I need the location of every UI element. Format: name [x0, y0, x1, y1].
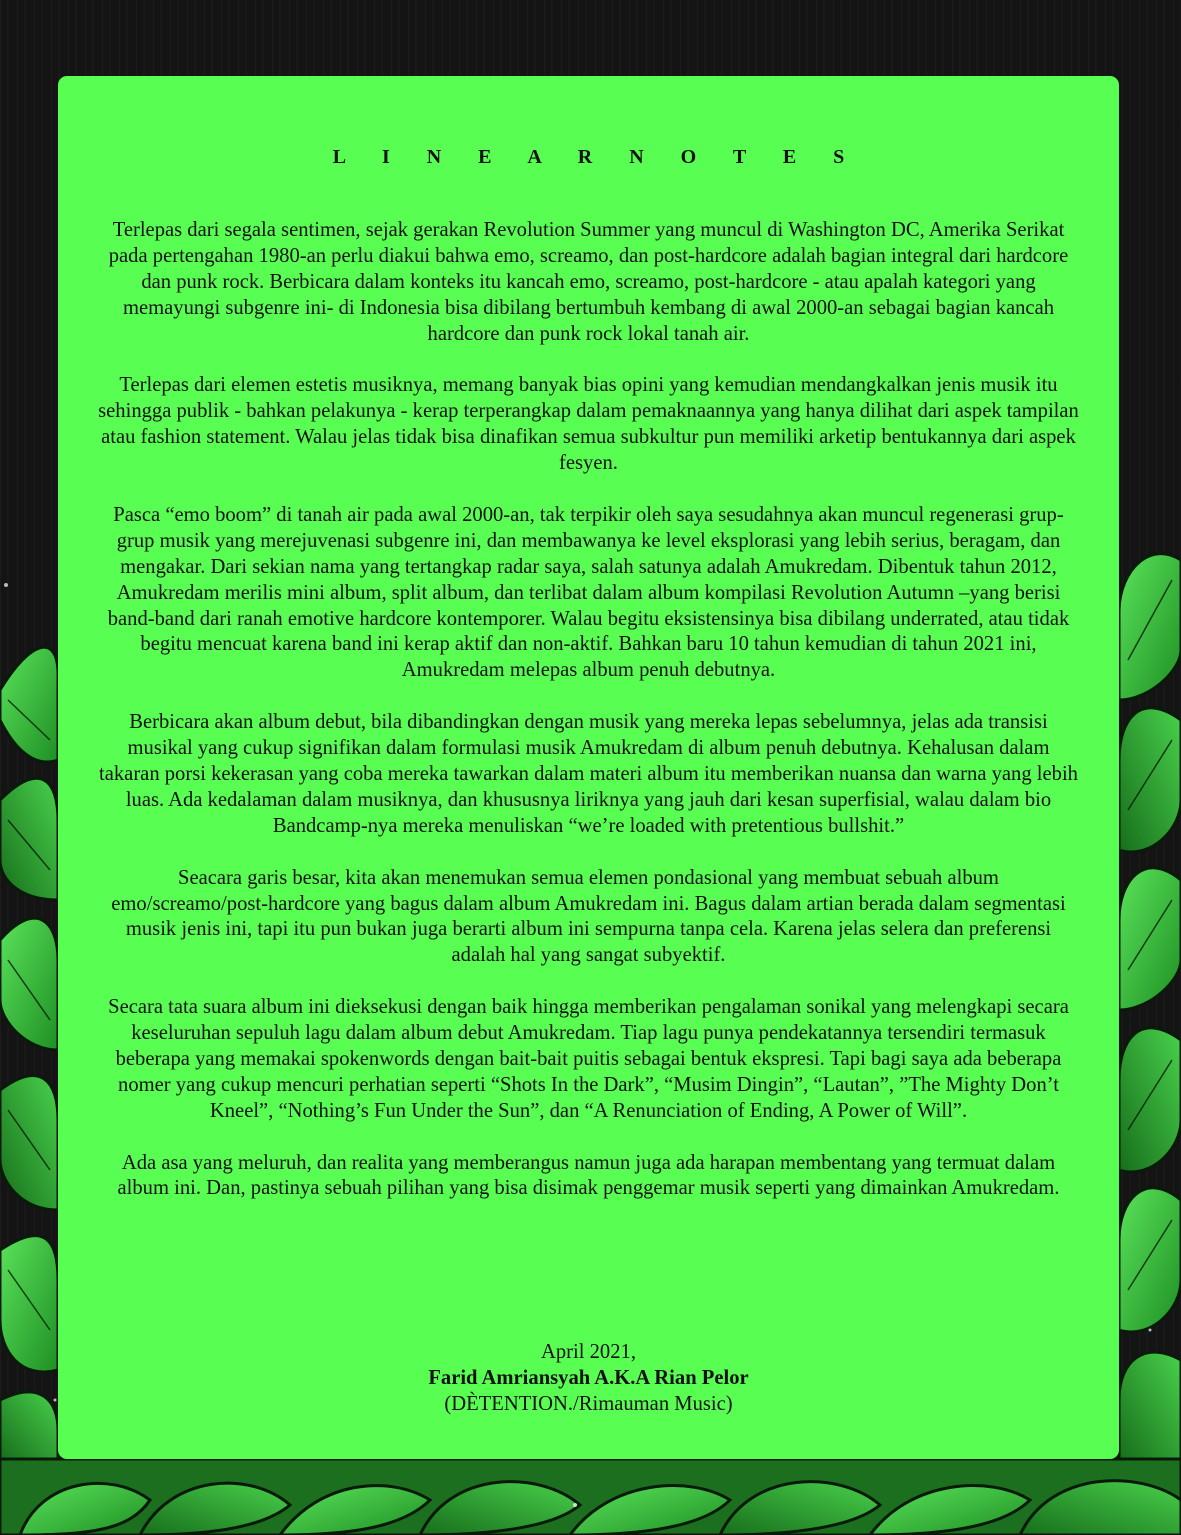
signature-block: [58, 1340, 1119, 1418]
paragraph-3: Pasca “emo boom” di tanah air pada awal 2000-an, tak terpikir oleh saya sesudahnya akan muncul regenerasi grup-grup musik yang merejuvenasi subgenre ini, dan membawanya ke level eksplorasi yang lebih serius, beragam, dan mengakar. Dari sekian nama yang tertangkap radar saya, salah satunya adalah Amukredam. Dibentuk tahun 2012, Amukredam merilis mini album, split album, dan terlibat dalam album kompilasi Revolution Autumn –yang berisi band-band dari ranah emotive hardcore kontemporer. Walau begitu eksistensinya bisa dibilang underrated, atau tidak begitu mencuat karena band ini kerap aktif dan non-aktif. Bahkan baru 10 tahun kemudian di tahun 2021 ini, Amukredam melepas album penuh debutnya.: [107, 503, 1070, 682]
notes-body: [98, 218, 1079, 1228]
paragraph-7: Ada asa yang meluruh, dan realita yang memberangus namun juga ada harapan membentang yang termuat dalam album ini. Dan, pastinya sebuah pilihan yang bisa disimak penggemar musik seperti yang dimainkan Amukredam.: [117, 1151, 1060, 1200]
paragraph-4: Berbicara akan album debut, bila dibandingkan dengan musik yang mereka lepas sebelumnya, jelas ada transisi musikal yang cukup signifikan dalam formulasi musik Amukredam di album penuh debutnya. Kehalusan dalam takaran porsi kekerasan yang coba mereka tawarkan dalam materi album itu memberikan nuansa dan warna yang lebih luas. Ada kedalaman dalam musiknya, dan khususnya liriknya yang jauh dari kesan superfisial, walau dalam bio Bandcamp-nya mereka menuliskan “we’re loaded with pretentious bullshit.”: [99, 711, 1078, 837]
signature-date: April 2021,: [541, 1341, 636, 1363]
paragraph-2: Terlepas dari elemen estetis musiknya, memang banyak bias opini yang kemudian mendangkalkan jenis musik itu sehingga publik - bahkan pelakunya - kerap terperangkap dalam pemaknaannya yang hanya dilihat dari aspek tampilan atau fashion statement. Walau jelas tidak bisa dinafikan semua subkultur pun memiliki arketip bentukannya dari aspek fesyen.: [98, 374, 1079, 475]
notes-panel: [58, 76, 1119, 1459]
signature-affiliation: (DÈTENTION./Rimauman Music): [444, 1392, 733, 1415]
signature-author: Farid Amriansyah A.K.A Rian Pelor: [428, 1366, 749, 1389]
paragraph-5: Seacara garis besar, kita akan menemukan semua elemen pondasional yang membuat sebuah album emo/screamo/post-hardcore yang bagus dalam album Amukredam ini. Bagus dalam artian berada dalam segmentasi musik jenis ini, tapi itu pun bukan juga berarti album ini sempurna tanpa cela. Karena jelas selera dan preferensi adalah hal yang sangat subyektif.: [111, 866, 1066, 967]
page-title: L I N E A R N O T E S: [332, 146, 861, 168]
paragraph-6: Secara tata suara album ini dieksekusi dengan baik hingga memberikan pengalaman sonikal yang melengkapi secara keseluruhan sepuluh lagu dalam album debut Amukredam. Tiap lagu punya pendekatannya tersendiri termasuk beberapa yang memakai spokenwords dengan bait-bait puitis sebagai bentuk ekspresi. Tapi bagi saya ada beberapa nomer yang cukup mencuri perhatian seperti “Shots In the Dark”, “Musim Dingin”, “Lautan”, ”The Mighty Don’t Kneel”, “Nothing’s Fun Under the Sun”, dan “A Renunciation of Ending, A Power of Will”.: [108, 996, 1069, 1122]
paragraph-1: Terlepas dari segala sentimen, sejak gerakan Revolution Summer yang muncul di Washington DC, Amerika Serikat pada pertengahan 1980-an perlu diakui bahwa emo, screamo, dan post-hardcore adalah bagian integral dari hardcore dan punk rock. Berbicara dalam konteks itu kancah emo, screamo, post-hardcore - atau apalah kategori yang memayungi subgenre ini- di Indonesia bisa dibilang bertumbuh kembang di awal 2000-an sebagai bagian kancah hardcore dan punk rock lokal tanah air.: [108, 219, 1069, 345]
